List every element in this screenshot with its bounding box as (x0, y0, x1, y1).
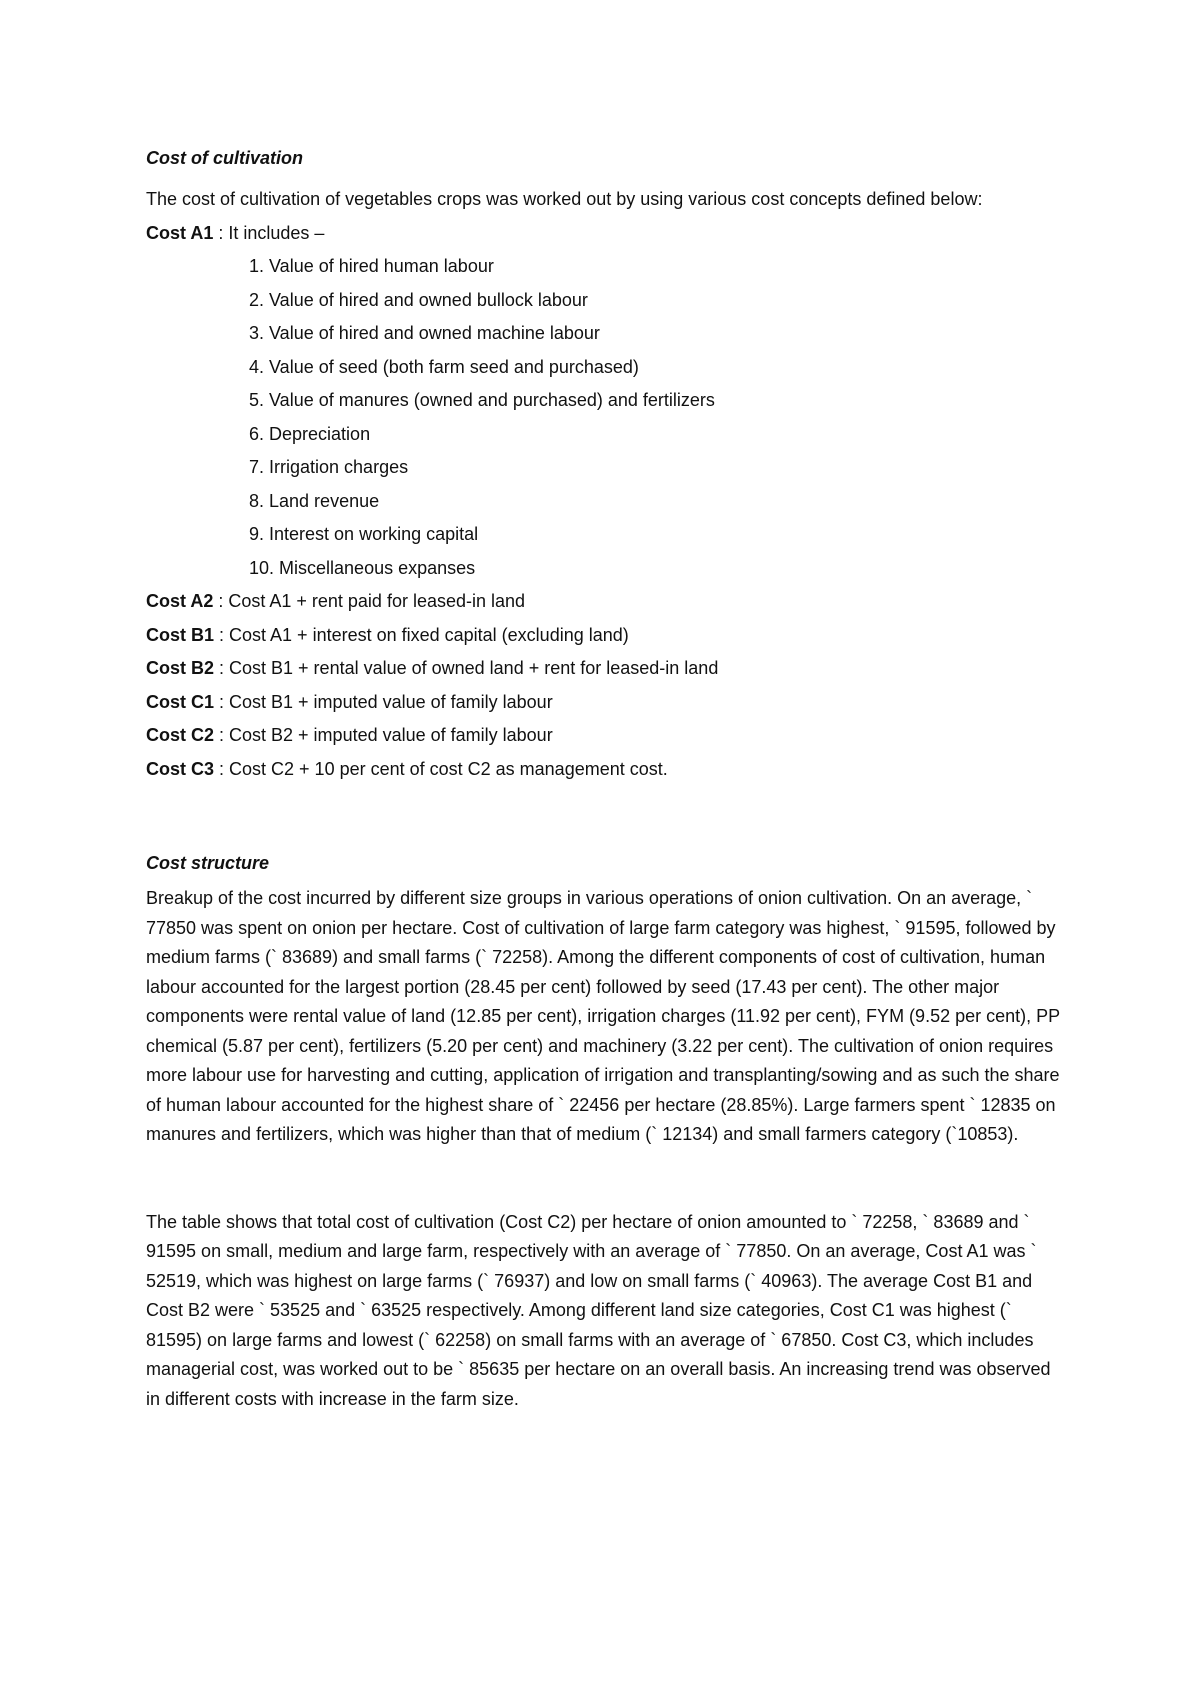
cost-definition-line (146, 719, 1066, 753)
cost-definition-label: Cost A2 (146, 591, 214, 611)
cost-definition-line (146, 753, 1066, 787)
list-item-text: Land revenue (264, 490, 380, 511)
cost-definition-text: : Cost B1 + rental value of owned land + rent for leased-in land (214, 658, 719, 678)
list-item-text: Value of hired and owned machine labour (264, 323, 600, 343)
list-item (249, 485, 1066, 519)
cost-a1-text: : It includes – (213, 222, 325, 243)
list-item-text: Depreciation (264, 423, 371, 444)
cost-definitions (146, 585, 1066, 786)
list-item (249, 351, 1066, 385)
cost-definition-label: Cost B1 (146, 624, 215, 645)
list-item (249, 384, 1066, 418)
cost-definition-text: : Cost B1 + imputed value of family labour (214, 691, 553, 712)
list-item (249, 284, 1066, 318)
list-item (249, 418, 1066, 452)
cost-definition-text: : Cost A1 + rent paid for leased-in land (213, 591, 526, 611)
cost-summary-paragraph: The table shows that total cost of cultivation (Cost C2) per hectare of onion amounted to ` 72258, ` 83689 and ` 91595 on small, medium and large farm, respectively with an average of ` 77850. On an average, Cost A1 was ` 52519, which was highest on large farms (` 76937) and low on small farms (` 40963). The average Cost B1 and Cost B2 were ` 53525 and ` 63525 respectively. Among different land size categories, Cost C1 was highest (` 81595) on large farms and lowest (` 62258) on small farms with an average of ` 67850. Cost C3, which includes managerial cost, was worked out to be ` 85635 per hectare on an overall basis. An increasing trend was observed in different costs with increase in the farm size. (146, 1211, 1051, 1409)
cost-definition-label: Cost B2 (146, 658, 215, 678)
list-item-number: 3. (249, 323, 265, 343)
cost-structure-paragraph: Breakup of the cost incurred by different size groups in various operations of onion cultivation. On an average, ` 77850 was spent on onion per hectare. Cost of cultivation of large farm category was highest, ` 91595, followed by medium farms (` 83689) and small farms (` 72258). Among the different components of cost of cultivation, human labour accounted for the largest portion (28.45 per cent) followed by seed (17.43 per cent). The other major components were rental value of land (12.85 per cent), irrigation charges (11.92 per cent), FYM (9.52 per cent), PP chemical (5.87 per cent), fertilizers (5.20 per cent) and machinery (3.22 per cent). The cultivation of onion requires more labour use for harvesting and cutting, application of irrigation and transplanting/sowing and as such the share of human labour accounted for the highest share of ` 22456 per hectare (28.85%). Large farmers spent ` 12835 on manures and fertilizers, which was higher than that of medium (` 12134) and small farmers category (`10853). (146, 888, 1060, 1144)
list-item-text: Miscellaneous expanses (274, 557, 476, 578)
cost-definition-line (146, 652, 1066, 686)
list-item (249, 451, 1066, 485)
cost-definition-label: Cost C3 (146, 758, 215, 779)
cost-definition-line (146, 686, 1066, 720)
cost-a1-includes-list (146, 250, 1066, 585)
list-item-number: 9. (249, 524, 265, 544)
cost-definition-text: : Cost C2 + 10 per cent of cost C2 as management cost. (214, 758, 668, 779)
list-item-text: Value of hired human labour (264, 256, 494, 276)
list-item-number: 6. (249, 423, 265, 444)
list-item-text: Value of seed (both farm seed and purchased) (264, 356, 639, 377)
list-item-text: Value of hired and owned bullock labour (264, 289, 588, 310)
list-item-number: 2. (249, 289, 265, 310)
list-item (249, 250, 1066, 284)
intro-paragraph: The cost of cultivation of vegetables crops was worked out by using various cost concepts defined below: (146, 189, 983, 209)
section-heading-cost-of-cultivation: Cost of cultivation (146, 148, 303, 168)
list-item-number: 1. (249, 256, 265, 276)
cost-definition-label: Cost C1 (146, 691, 215, 712)
section-heading-cost-structure: Cost structure (146, 853, 270, 873)
list-item-text: Interest on working capital (264, 524, 479, 544)
list-item-text: Irrigation charges (264, 457, 409, 477)
cost-definition-text: : Cost B2 + imputed value of family labour (214, 725, 553, 745)
list-item (249, 317, 1066, 351)
cost-a1-line (146, 217, 1066, 251)
list-item-number: 8. (249, 490, 265, 511)
list-item-number: 4. (249, 356, 265, 377)
list-item-number: 10. (249, 557, 275, 578)
cost-definition-text: : Cost A1 + interest on fixed capital (excluding land) (214, 624, 629, 645)
list-item-number: 5. (249, 390, 265, 410)
cost-a1-label: Cost A1 (146, 222, 214, 243)
cost-definition-line (146, 619, 1066, 653)
list-item (249, 518, 1066, 552)
list-item-number: 7. (249, 457, 265, 477)
list-item-text: Value of manures (owned and purchased) and fertilizers (264, 390, 715, 410)
document-content (146, 147, 1066, 1414)
cost-definition-line (146, 585, 1066, 619)
cost-definition-label: Cost C2 (146, 725, 215, 745)
list-item (249, 552, 1066, 586)
